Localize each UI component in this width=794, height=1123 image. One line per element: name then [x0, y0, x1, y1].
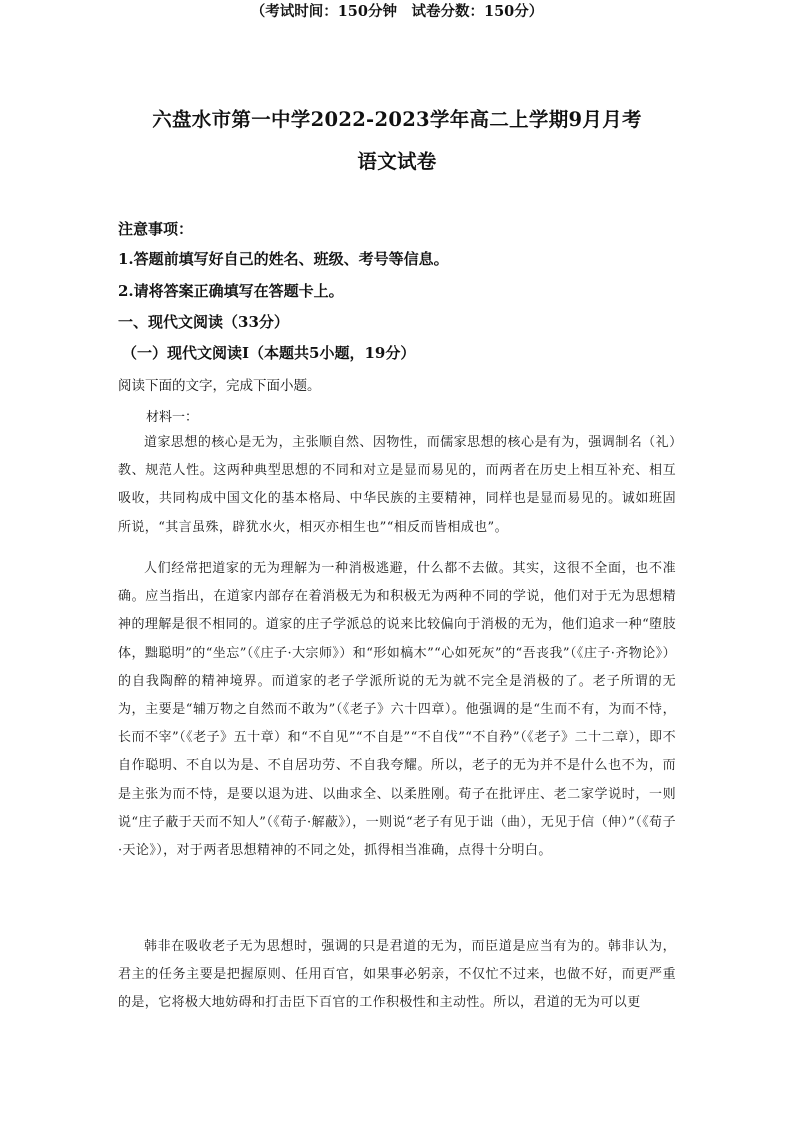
paragraph-text: 人们经常把道家的无为理解为一种消极逃避，什么都不去做。其实，这很不全面，也不准确。应当指出，在道家内部存在着消极无为和积极无为两种不同的学说，他们对于无为思想精神的理解是很不相同的。道家的庄子学派总的说来比较偏向于消极的无为，他们追求一种“堕肢体，黜聪明”的“坐忘”（《庄子·大宗师》）和“形如槁木”“心如死灰”的“吾丧我”（《庄子·齐物论》）的自我陶醉的精神境界。而道家的老子学派所说的无为就不完全是消极的了。老子所谓的无为，主要是“辅万物之自然而不敢为”（《老子》六十四章）。他强调的是“生而不有，为而不恃，长而不宰”（《老子》五十章）和“不自见”“不自是”“不自伐”“不自矜”（《老子》二十二章），即不自作聪明、不自以为是、不自居功劳、不自我夸耀。所以，老子的无为并不是什么也不为，而是主张为而不恃，是要以退为进、以曲求全、以柔胜刚。荀子在批评庄、老二家学说时，一则说“庄子蔽于天而不知人”（《荀子·解蔽》），一则说“老子有见于诎（曲），无见于信（伸）”（《荀子·天论》），对于两者思想精神的不同之处，抓得相当准确，点得十分明白。	[118, 561, 676, 859]
notice-item-1: 1.答题前填写好自己的姓名、班级、考号等信息。	[118, 250, 449, 268]
notice-heading: 注意事项：	[118, 220, 194, 238]
material-paragraph	[118, 933, 676, 1018]
section-title: 一、现代文阅读（33分）	[118, 313, 289, 331]
material-label: 材料一：	[146, 410, 199, 425]
subsection-title: （一）现代文阅读Ⅰ（本题共5小题，19分）	[122, 344, 416, 362]
paragraph-text: 韩非在吸收老子无为思想时，强调的只是君道的无为，而臣道是应当有为的。韩非认为，君主的任务主要是把握原则、任用百官，如果事必躬亲，不仅忙不过来，也做不好，而更严重的是，它将极大地妨碍和打击臣下百官的工作积极性和主动性。所以，君道的无为可以更	[118, 939, 676, 1011]
paragraph-text: 道家思想的核心是无为，主张顺自然、因物性，而儒家思想的核心是有为，强调制名（礼）教、规范人性。这两种典型思想的不同和对立是显而易见的，而两者在历史上相互补充、相互吸收，共同构成中国文化的基本格局、中华民族的主要精神，同样也是显而易见的。诚如班固所说，“其言虽殊，辟犹水火，相灭亦相生也”“相反而皆相成也”。	[118, 435, 676, 535]
reading-instruction: 阅读下面的文字，完成下面小题。	[118, 378, 321, 394]
exam-info: （考试时间：150分钟 试卷分数：150分）	[250, 3, 544, 20]
notice-item-2: 2.请将答案正确填写在答题卡上。	[118, 282, 344, 300]
material-paragraph	[118, 429, 676, 542]
exam-title: 六盘水市第一中学2022-2023学年高二上学期9月月考	[152, 108, 642, 131]
material-paragraph	[118, 555, 676, 865]
exam-subject: 语文试卷	[357, 150, 437, 173]
